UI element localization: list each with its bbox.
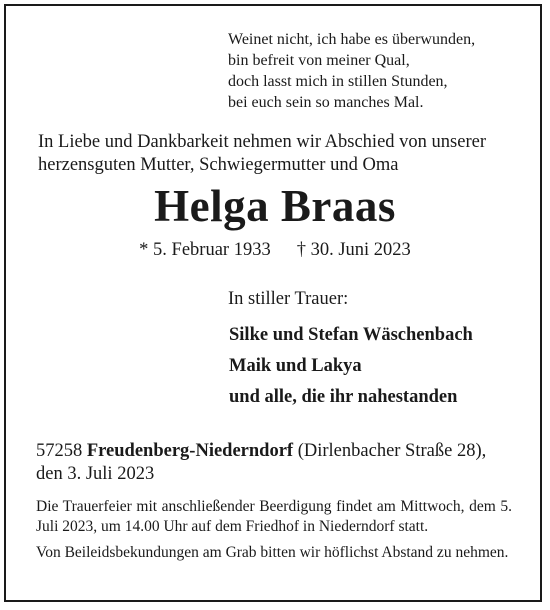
mourner-name: Maik und Lakya	[229, 356, 362, 376]
deceased-name: Helga Braas	[154, 181, 396, 231]
poem-line: bin befreit von meiner Qual,	[228, 52, 410, 69]
poem	[228, 29, 475, 113]
life-dates	[0, 238, 550, 262]
poem-line: Weinet nicht, ich habe es überwunden,	[228, 31, 476, 48]
intro-line: In Liebe und Dankbarkeit nehmen wir Abschied von unserer	[38, 132, 486, 152]
postcode: 57258	[36, 441, 83, 461]
condolence-notice: Von Beileidsbekundungen am Grab bitten wir höflichst Abstand zu nehmen.	[36, 544, 509, 561]
funeral-notice: Die Trauerfeier mit anschließender Beerdigung findet am Mittwoch, dem 5. Juli 2023, um 14.00 Uhr auf dem Friedhof in Niederndorf statt.	[36, 498, 512, 535]
address-line	[36, 440, 486, 463]
place-and-date	[36, 440, 486, 486]
birth-date: * 5. Februar 1933	[139, 240, 271, 260]
street-address: (Dirlenbacher Straße 28),	[297, 441, 487, 461]
notice-date: den 3. Juli 2023	[36, 464, 155, 484]
mourning-label: In stiller Trauer:	[228, 289, 349, 309]
poem-line: doch lasst mich in stillen Stunden,	[228, 73, 448, 90]
intro-text	[38, 131, 486, 177]
poem-line: bei euch sein so manches Mal.	[228, 94, 424, 111]
intro-line: herzensguten Mutter, Schwiegermutter und Oma	[38, 155, 399, 175]
mourner-name: Silke und Stefan Wäschenbach	[229, 325, 473, 345]
death-date: † 30. Juni 2023	[296, 240, 411, 260]
town: Freudenberg-Niederndorf	[86, 441, 294, 461]
mourner-name: und alle, die ihr nahestanden	[229, 387, 458, 407]
